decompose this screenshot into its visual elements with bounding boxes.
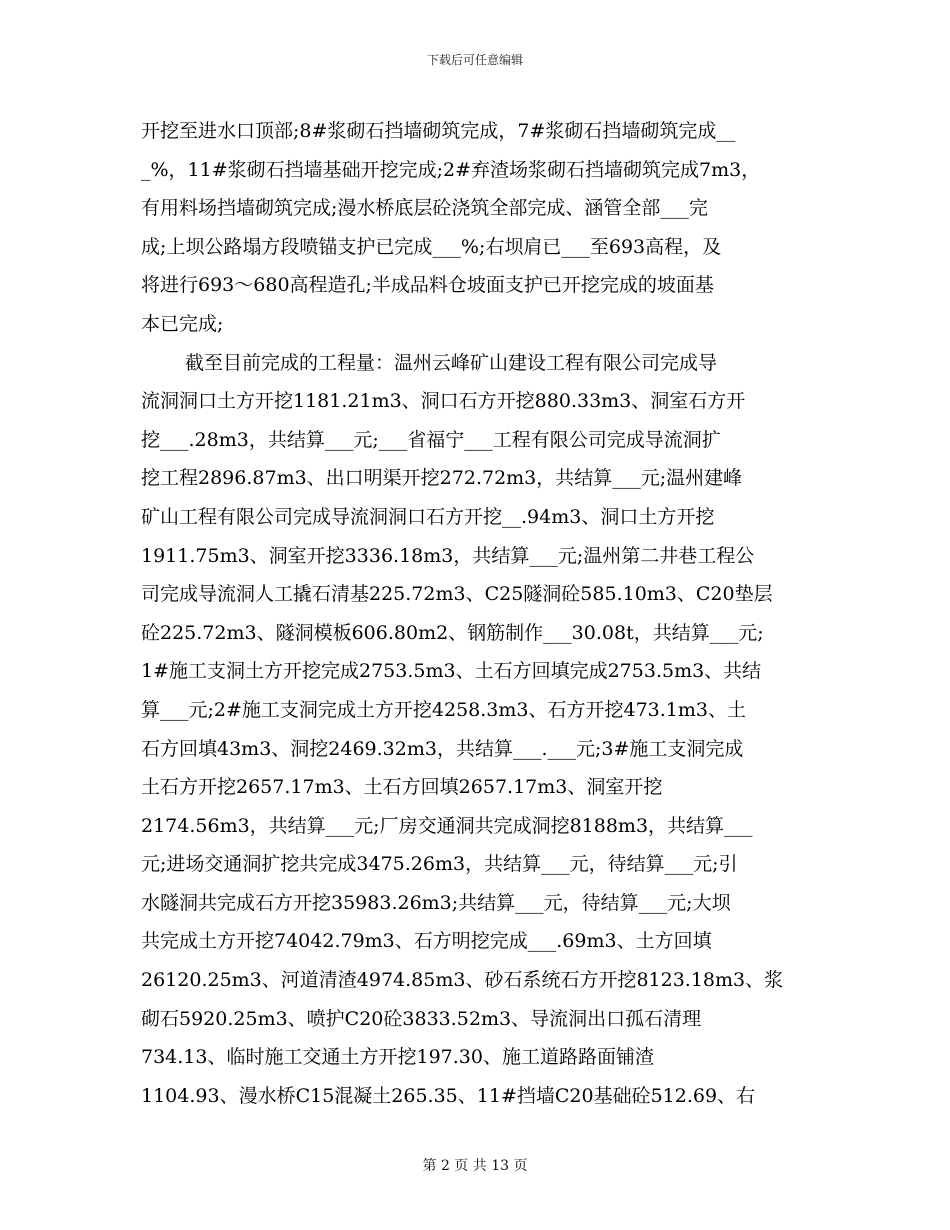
text-line: 石方回填43m3、洞挖2469.32m3，共结算___.___元;3#施工支洞完成 bbox=[141, 737, 744, 760]
text-line: 1#施工支洞土方开挖完成2753.5m3、土石方回填完成2753.5m3、共结 bbox=[141, 660, 762, 683]
text-line: 开挖至进水口顶部;8#浆砌石挡墙砌筑完成，7#浆砌石挡墙砌筑完成__ bbox=[141, 120, 736, 142]
document-body bbox=[141, 112, 813, 1115]
text-line: 2174.56m3，共结算___元;厂房交通洞共完成洞挖8188m3，共结算___ bbox=[141, 814, 753, 837]
text-line: 元;进场交通洞扩挖共完成3475.26m3，共结算___元，待结算___元;引 bbox=[141, 853, 738, 876]
text-line: 有用料场挡墙砌筑完成;漫水桥底层砼浇筑全部完成、涵管全部___完 bbox=[141, 197, 708, 220]
text-line: 成;上坝公路塌方段喷锚支护已完成___%;右坝肩已___至693高程，及 bbox=[141, 235, 722, 258]
text-line: 矿山工程有限公司完成导流洞洞口石方开挖__.94m3、洞口土方开挖 bbox=[141, 505, 715, 528]
text-line: 1104.93、漫水桥C15混凝土265.35、11#挡墙C20基础砼512.69、右 bbox=[141, 1084, 756, 1107]
text-line: 将进行693～680高程造孔;半成品料仓坡面支护已开挖完成的坡面基 bbox=[141, 274, 714, 297]
text-line: 算___元;2#施工支洞完成土方开挖4258.3m3、石方开挖473.1m3、土 bbox=[141, 698, 746, 721]
paragraph-2 bbox=[141, 344, 813, 1116]
text-line: 土石方开挖2657.17m3、土石方回填2657.17m3、洞室开挖 bbox=[141, 776, 663, 799]
text-line: 本已完成; bbox=[141, 312, 224, 335]
text-line: 砌石5920.25m3、喷护C20砼3833.52m3、导流洞出口孤石清理 bbox=[141, 1007, 702, 1030]
text-line: 流洞洞口土方开挖1181.21m3、洞口石方开挖880.33m3、洞室石方开 bbox=[141, 390, 746, 413]
text-line: 截至目前完成的工程量：温州云峰矿山建设工程有限公司完成导 bbox=[185, 351, 718, 374]
page-header: 下载后可任意编辑 bbox=[426, 53, 523, 67]
text-line: _%，11#浆砌石挡墙基础开挖完成;2#弃渣场浆砌石挡墙砌筑完成7m3， bbox=[141, 158, 761, 181]
text-line: 26120.25m3、河道清渣4974.85m3、砂石系统石方开挖8123.18m3、浆 bbox=[141, 969, 784, 992]
text-line: 水隧洞共完成石方开挖35983.26m3;共结算___元，待结算___元;大坝 bbox=[141, 891, 731, 914]
text-line: 734.13、临时施工交通土方开挖197.30、施工道路路面铺渣 bbox=[141, 1046, 654, 1069]
page-number-footer: 第 2 页 共 13 页 bbox=[422, 1158, 528, 1174]
text-line: 1911.75m3、洞室开挖3336.18m3，共结算___元;温州第二井巷工程公 bbox=[141, 544, 755, 567]
text-line: 共完成土方开挖74042.79m3、石方明挖完成___.69m3、土方回填 bbox=[141, 930, 712, 953]
text-line: 砼225.72m3、隧洞模板606.80m2、钢筋制作___30.08t，共结算___元; bbox=[141, 621, 764, 644]
text-line: 司完成导流洞人工撬石清基225.72m3、C25隧洞砼585.10m3、C20垫层 bbox=[141, 583, 773, 606]
paragraph-1 bbox=[141, 112, 813, 344]
text-line: 挖___.28m3，共结算___元;___省福宁___工程有限公司完成导流洞扩 bbox=[141, 428, 721, 451]
text-line: 挖工程2896.87m3、出口明渠开挖272.72m3，共结算___元;温州建峰 bbox=[141, 467, 743, 490]
